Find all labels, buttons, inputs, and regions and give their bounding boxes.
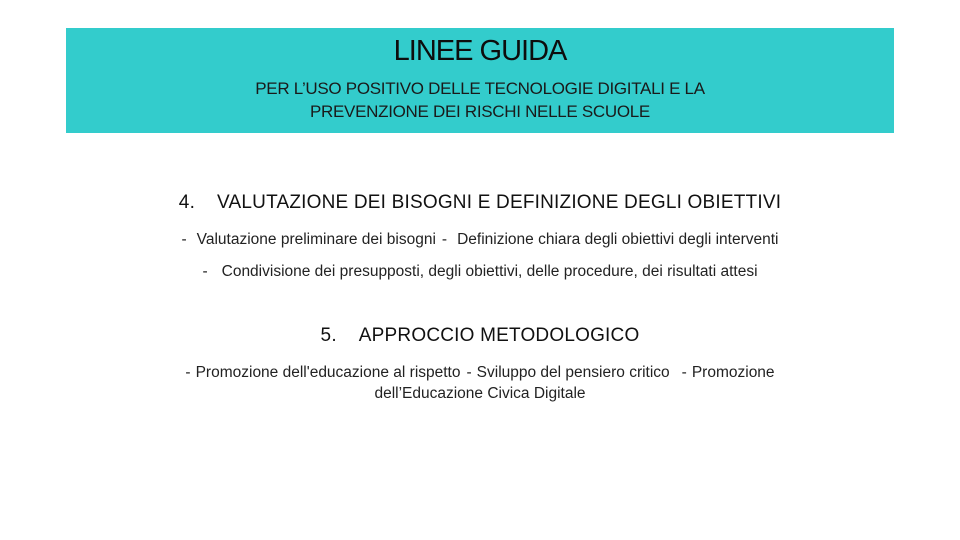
section-5-heading: [0, 325, 960, 347]
section-4-item-2: Definizione chiara degli obiettivi degli interventi: [457, 231, 779, 248]
section-5-number: 5.: [320, 325, 337, 346]
bullet-dash: -: [202, 263, 208, 280]
section-5-item-2: Sviluppo del pensiero critico: [476, 364, 670, 381]
bullet-dash: -: [441, 231, 448, 248]
section-4-heading: [0, 192, 960, 214]
section-4-line-2: [0, 261, 960, 282]
banner-subtitle-line-1: PER L’USO POSITIVO DELLE TECNOLOGIE DIGITALI E LA: [255, 79, 705, 98]
banner-title: LINEE GUIDA: [393, 35, 567, 67]
section-4-title: VALUTAZIONE DEI BISOGNI E DEFINIZIONE DEGLI OBIETTIVI: [217, 192, 782, 213]
bullet-dash: -: [466, 364, 472, 381]
section-4-line-1: [0, 229, 960, 250]
bullet-dash: -: [181, 231, 187, 248]
section-5-line-1: [0, 362, 960, 383]
section-4-item-1: Valutazione preliminare dei bisogni: [196, 231, 436, 248]
title-banner: [66, 28, 894, 133]
section-5-item-3-part-1: Promozione: [691, 364, 775, 381]
section-5-title: APPROCCIO METODOLOGICO: [358, 325, 640, 346]
bullet-dash: -: [681, 364, 687, 381]
banner-subtitle-line-2: PREVENZIONE DEI RISCHI NELLE SCUOLE: [310, 102, 650, 121]
section-5-items: [0, 362, 960, 404]
section-5-item-1: Promozione dell'educazione al rispetto: [195, 364, 461, 381]
section-4-item-3: Condivisione dei presupposti, degli obiettivi, delle procedure, dei risultati attesi: [221, 263, 758, 280]
banner-subtitle: [66, 77, 894, 123]
bullet-dash: -: [185, 364, 191, 381]
section-4-number: 4.: [178, 192, 196, 213]
section-5-line-2: dell’Educazione Civica Digitale: [374, 385, 586, 402]
